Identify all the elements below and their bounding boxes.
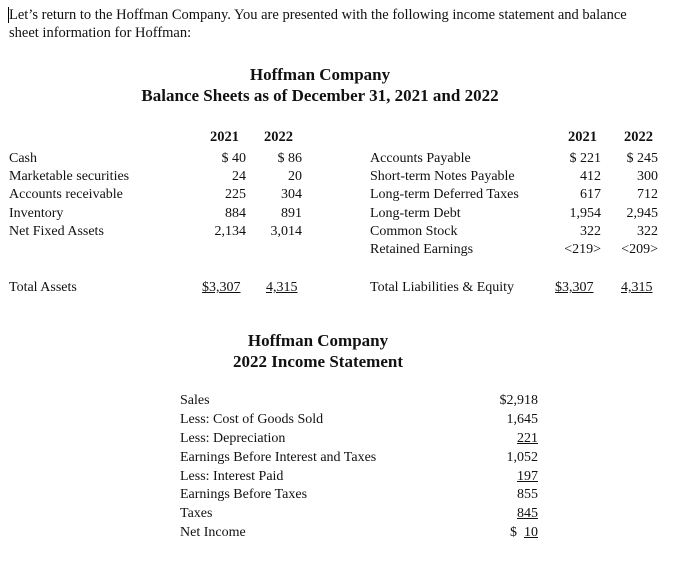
total-liabilities-equity-2021: $3,307: [555, 280, 594, 295]
liability-label: Short-term Notes Payable: [370, 169, 515, 185]
income-row-label: Net Income: [180, 525, 246, 541]
income-row-value: 1,052: [506, 449, 538, 465]
asset-2021-value: 884: [225, 205, 246, 221]
liability-2022-value: 2,945: [626, 205, 658, 221]
total-assets-2022: 4,315: [266, 280, 298, 295]
liability-2021-value: <219>: [564, 241, 601, 257]
total-liabilities-equity-2022: 4,315: [621, 280, 653, 295]
asset-2021-value: 24: [232, 169, 246, 185]
liability-label: Long-term Deferred Taxes: [370, 187, 519, 203]
assets-2022-values: [250, 150, 302, 241]
net-income-currency: $: [510, 525, 517, 541]
total-assets-label: Total Assets: [9, 280, 77, 295]
asset-2022-value: 3,014: [270, 223, 302, 239]
income-row-label: Taxes: [180, 506, 213, 522]
income-row-label: Less: Cost of Goods Sold: [180, 411, 324, 427]
asset-label: Marketable securities: [9, 169, 130, 185]
liability-2022-value: 300: [637, 169, 658, 185]
income-row-value: 845: [517, 506, 538, 522]
income-row-value: 855: [517, 487, 538, 503]
liability-2021-value: 1,954: [569, 205, 601, 221]
income-row-label: Sales: [180, 393, 210, 408]
asset-2021-value: 225: [225, 187, 246, 203]
liability-label: Long-term Debt: [370, 205, 461, 221]
liab-year-2022-header: 2022: [624, 129, 653, 145]
income-row-label: Earnings Before Interest and Taxes: [180, 449, 377, 465]
liabilities-2022-values: [604, 150, 658, 259]
asset-2021-value: $ 40: [221, 151, 246, 166]
income-row-label: Less: Depreciation: [180, 430, 286, 446]
income-row-label: Earnings Before Taxes: [180, 487, 308, 503]
liabilities-labels: [370, 150, 519, 259]
asset-2022-value: 20: [288, 169, 302, 185]
liability-label: Retained Earnings: [370, 241, 474, 257]
income-statement-company: Hoffman Company: [247, 331, 389, 350]
liability-label: Common Stock: [370, 223, 458, 239]
liability-2021-value: 412: [580, 169, 601, 185]
assets-2021-values: [190, 150, 246, 241]
income-row-value: 197: [517, 468, 538, 484]
income-row-value: 1,645: [506, 411, 538, 427]
asset-label: Net Fixed Assets: [9, 223, 104, 239]
total-assets-2021: $3,307: [202, 280, 241, 295]
asset-label: Accounts receivable: [9, 187, 123, 203]
income-row-value: 10: [524, 525, 538, 541]
asset-label: Inventory: [9, 205, 64, 221]
asset-2022-value: $ 86: [277, 151, 302, 166]
income-statement-title: 2022 Income Statement: [233, 352, 403, 371]
balance-sheet-company: Hoffman Company: [249, 65, 391, 84]
intro-paragraph: Let’s return to the Hoffman Company. You are presented with the following income statement and balance sheet information for Hoffman:: [9, 7, 627, 41]
liability-2021-value: $ 221: [569, 151, 601, 166]
asset-2022-value: 304: [281, 187, 302, 203]
liability-2022-value: 322: [637, 223, 658, 239]
assets-year-2022-header: 2022: [264, 129, 293, 145]
liability-label: Accounts Payable: [370, 151, 471, 166]
liabilities-2021-values: [548, 150, 601, 259]
liability-2021-value: 617: [580, 187, 601, 203]
liability-2021-value: 322: [580, 223, 601, 239]
asset-2021-value: 2,134: [214, 223, 246, 239]
income-row-value: $2,918: [499, 393, 538, 408]
income-row-value: 221: [517, 430, 538, 446]
total-liabilities-equity-label: Total Liabilities & Equity: [370, 280, 515, 295]
liability-2022-value: <209>: [621, 241, 658, 257]
assets-year-2021-header: 2021: [210, 129, 239, 145]
liability-2022-value: $ 245: [626, 151, 658, 166]
liab-year-2021-header: 2021: [568, 129, 597, 145]
income-row-label: Less: Interest Paid: [180, 468, 284, 484]
income-labels: [180, 392, 376, 543]
balance-sheet-title: Balance Sheets as of December 31, 2021 and 2022: [141, 86, 499, 105]
liability-2022-value: 712: [637, 187, 658, 203]
asset-label: Cash: [9, 151, 37, 166]
assets-labels: [9, 150, 129, 241]
income-values: [480, 392, 538, 543]
asset-2022-value: 891: [281, 205, 302, 221]
